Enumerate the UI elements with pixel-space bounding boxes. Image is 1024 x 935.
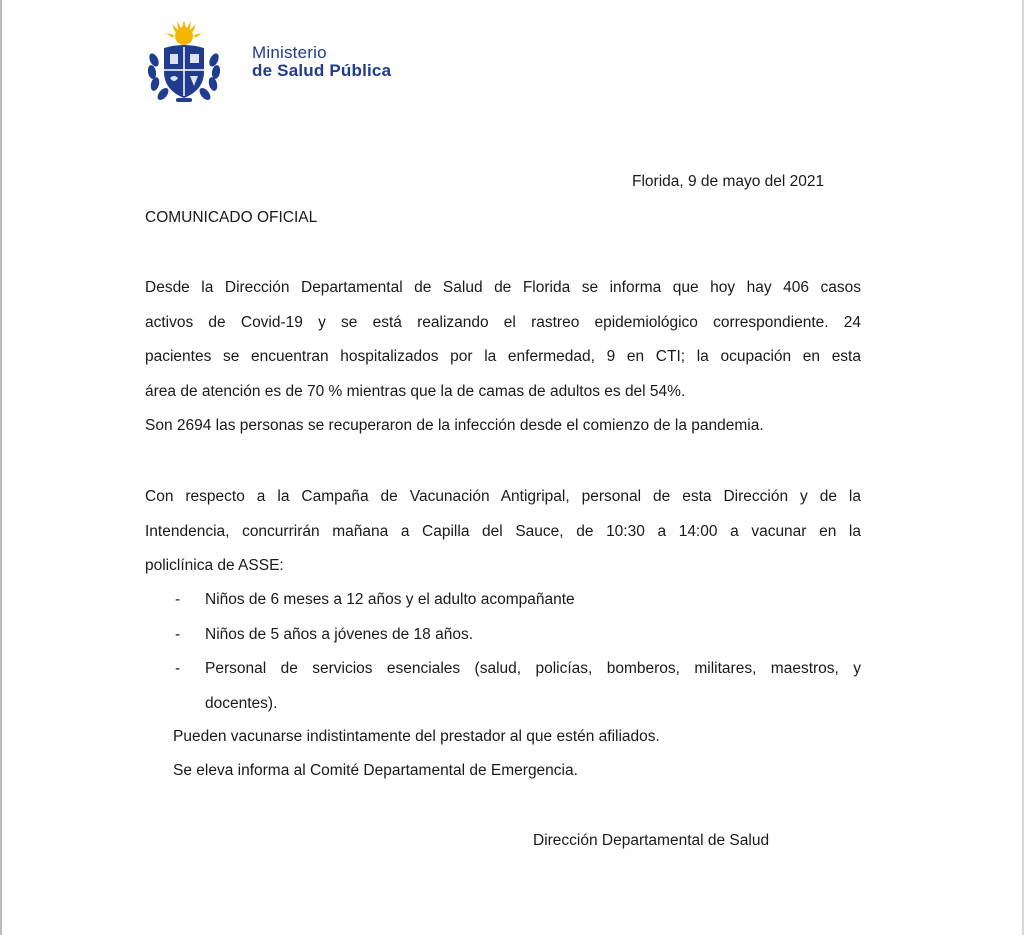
paragraph-line: Son 2694 las personas se recuperaron de la infección desde el comienzo de la pandemia.: [145, 417, 764, 434]
ministry-name: [252, 44, 391, 80]
bullet-marker: -: [175, 591, 181, 608]
paragraph-line: activos de Covid-19 y se está realizando el rastreo epidemiológico correspondiente. 24: [145, 313, 861, 331]
list-item-text: Niños de 6 meses a 12 años y el adulto acompañante: [205, 591, 575, 608]
uruguay-coat-of-arms-icon: [146, 20, 222, 106]
closing-line-2: Se eleva informa al Comité Departamental de Emergencia.: [173, 762, 578, 779]
paragraph-line: pacientes se encuentran hospitalizados por la enfermedad, 9 en CTI; la ocupación en esta: [145, 348, 861, 365]
bullet-marker: -: [175, 625, 181, 643]
list-item: [145, 583, 861, 618]
list-item: [145, 618, 861, 653]
document-date: Florida, 9 de mayo del 2021: [632, 173, 825, 190]
ministry-name-line1: Ministerio: [252, 43, 327, 62]
paragraph-vaccination: [145, 480, 861, 584]
closing-line-1: Pueden vacunarse indistintamente del prestador al que estén afiliados.: [173, 728, 660, 745]
list-item: [145, 652, 861, 687]
ministry-name-line2: de Salud Pública: [252, 60, 392, 80]
paragraph-line: área de atención es de 70 % mientras que la de camas de adultos es del 54%.: [145, 382, 686, 400]
list-item-text: docentes).: [205, 694, 278, 712]
bullet-marker: -: [175, 660, 181, 677]
paragraph-line: Intendencia, concurrirán mañana a Capilla del Sauce, de 10:30 a 14:00 a vacunar en la: [145, 522, 861, 540]
paragraph-line: Desde la Dirección Departamental de Salud de Florida se informa que hoy hay 406 casos: [145, 279, 861, 296]
eligibility-list: [145, 583, 861, 721]
list-item-continuation: [145, 687, 861, 722]
paragraph-line: Con respecto a la Campaña de Vacunación Antigripal, personal de esta Dirección y de la: [145, 488, 861, 505]
list-item-text: Niños de 5 años a jóvenes de 18 años.: [205, 625, 473, 643]
paragraph-covid-report: [145, 271, 861, 444]
document-heading: COMUNICADO OFICIAL: [145, 209, 318, 226]
signature: Dirección Departamental de Salud: [533, 832, 770, 849]
list-item-text: Personal de servicios esenciales (salud, policías, bomberos, militares, maestros, y: [205, 660, 861, 677]
paragraph-line: policlínica de ASSE:: [145, 557, 284, 574]
